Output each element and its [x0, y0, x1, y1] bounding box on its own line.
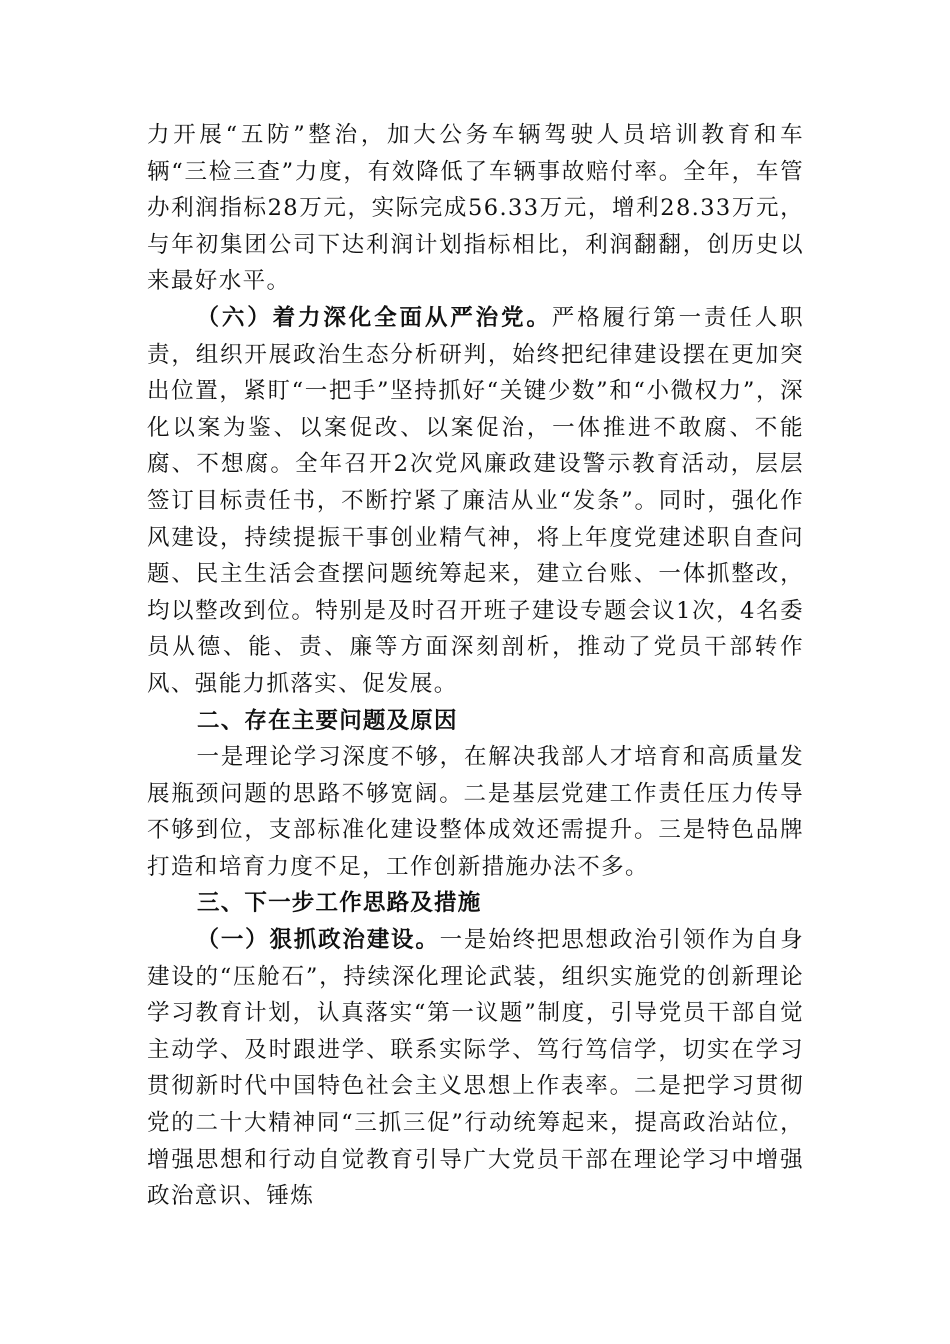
section-body-6: 严格履行第一责任人职责，组织开展政治生态分析研判，始终把纪律建设摆在更加突出位置，紧盯“一把手”坚持抓好“关键少数”和“小微权力”，深化以案为鉴、以案促改、以案促治，一体推进不敢腐、不能腐、不想腐。全年召开2次党风廉政建设警示教育活动，层层签订目标责任书，不断拧紧了廉洁从业“发条”。同时，强化作风建设，持续提振干事创业精气神，将上年度党建述职自查问题、民主生活会查摆问题统筹起来，建立台账、一体抓整改，均以整改到位。特别是及时召开班子建设专题会议1次，4名委员从德、能、责、廉等方面深刻剖析，推动了党员干部转作风、强能力抓落实、促发展。 — [147, 304, 804, 697]
section-body-1: 一是始终把思想政治引领作为自身建设的“压舱石”，持续深化理论武装，组织实施党的创新理论学习教育计划，认真落实“第一议题”制度，引导党员干部自觉主动学、及时跟进学、联系实际学、笃行笃信学，切实在学习贯彻新时代中国特色社会主义思想上作表率。二是把学习贯彻党的二十大精神同“三抓三促”行动统筹起来，提高政治站位，增强思想和行动自觉教育引导广大党员干部在理论学习中增强政治意识、锤炼 — [147, 927, 804, 1210]
heading-main-problems: 二、存在主要问题及原因 — [197, 707, 458, 734]
section-lead-1: （一）狠抓政治建设。 — [196, 927, 440, 954]
document-page — [147, 117, 804, 1215]
section-lead-6: （六）着力深化全面从严治党。 — [196, 304, 552, 331]
paragraph-party-governance — [147, 300, 804, 703]
paragraph-vehicle-management: 力开展“五防”整治，加大公务车辆驾驶人员培训教育和车辆“三检三查”力度，有效降低了车辆事故赔付率。全年，车管办利润指标28万元，实际完成56.33万元，增利28.33万元，与年初集团公司下达利润计划指标相比，利润翻翻，创历史以来最好水平。 — [147, 122, 804, 295]
paragraph-problems: 一是理论学习深度不够，在解决我部人才培育和高质量发展瓶颈问题的思路不够宽阔。二是基层党建工作责任压力传导不够到位，支部标准化建设整体成效还需提升。三是特色品牌打造和培育力度不足，工作创新措施办法不多。 — [147, 744, 804, 880]
paragraph-political-building — [147, 922, 804, 1215]
heading-next-steps: 三、下一步工作思路及措施 — [197, 890, 482, 917]
